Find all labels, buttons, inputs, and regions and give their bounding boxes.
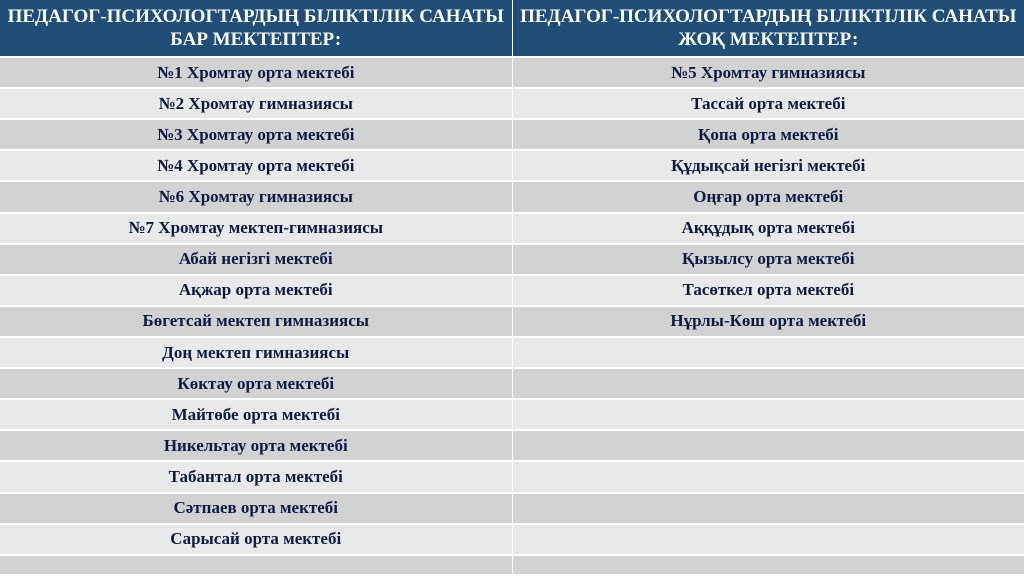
school-without-category [512, 368, 1024, 399]
school-with-category: №1 Хромтау орта мектебі [0, 57, 512, 88]
table-row [0, 213, 1024, 244]
school-with-category: Табантал орта мектебі [0, 461, 512, 492]
school-with-category: №3 Хромтау орта мектебі [0, 119, 512, 150]
table-row [0, 368, 1024, 399]
school-with-category: Көктау орта мектебі [0, 368, 512, 399]
school-with-category: Никельтау орта мектебі [0, 430, 512, 461]
table-row [0, 430, 1024, 461]
school-without-category [512, 337, 1024, 368]
table-row [0, 524, 1024, 555]
school-without-category: Оңғар орта мектебі [512, 181, 1024, 212]
table-row [0, 88, 1024, 119]
school-with-category: №6 Хромтау гимназиясы [0, 181, 512, 212]
header-without-category: ПЕДАГОГ-ПСИХОЛОГТАРДЫҢ БІЛІКТІЛІК САНАТЫ ЖОҚ МЕКТЕПТЕР: [512, 0, 1024, 57]
school-without-category: Қопа орта мектебі [512, 119, 1024, 150]
school-without-category: Қызылсу орта мектебі [512, 244, 1024, 275]
table-row [0, 306, 1024, 337]
school-without-category: Аққұдық орта мектебі [512, 213, 1024, 244]
school-with-category [0, 555, 512, 575]
school-without-category [512, 555, 1024, 575]
school-without-category: Құдықсай негізгі мектебі [512, 150, 1024, 181]
table-row [0, 275, 1024, 306]
school-without-category: Тасөткел орта мектебі [512, 275, 1024, 306]
school-with-category: Бөгетсай мектеп гимназиясы [0, 306, 512, 337]
school-without-category [512, 399, 1024, 430]
school-without-category [512, 430, 1024, 461]
school-with-category: №4 Хромтау орта мектебі [0, 150, 512, 181]
table-row [0, 181, 1024, 212]
school-without-category [512, 493, 1024, 524]
school-without-category: Нұрлы-Көш орта мектебі [512, 306, 1024, 337]
table-row [0, 555, 1024, 575]
school-without-category [512, 524, 1024, 555]
table-row [0, 493, 1024, 524]
school-with-category: №7 Хромтау мектеп-гимназиясы [0, 213, 512, 244]
school-without-category: Тассай орта мектебі [512, 88, 1024, 119]
school-with-category: №2 Хромтау гимназиясы [0, 88, 512, 119]
table-row [0, 150, 1024, 181]
table-row [0, 119, 1024, 150]
table-row [0, 399, 1024, 430]
school-with-category: Абай негізгі мектебі [0, 244, 512, 275]
table-row [0, 337, 1024, 368]
table-row [0, 57, 1024, 88]
school-with-category: Ақжар орта мектебі [0, 275, 512, 306]
header-with-category: ПЕДАГОГ-ПСИХОЛОГТАРДЫҢ БІЛІКТІЛІК САНАТЫ БАР МЕКТЕПТЕР: [0, 0, 512, 57]
school-with-category: Доң мектеп гимназиясы [0, 337, 512, 368]
school-with-category: Сәтпаев орта мектебі [0, 493, 512, 524]
school-without-category: №5 Хромтау гимназиясы [512, 57, 1024, 88]
school-with-category: Майтөбе орта мектебі [0, 399, 512, 430]
school-without-category [512, 461, 1024, 492]
table-row [0, 244, 1024, 275]
school-with-category: Сарысай орта мектебі [0, 524, 512, 555]
table-row [0, 461, 1024, 492]
table-header-row [0, 0, 1024, 57]
